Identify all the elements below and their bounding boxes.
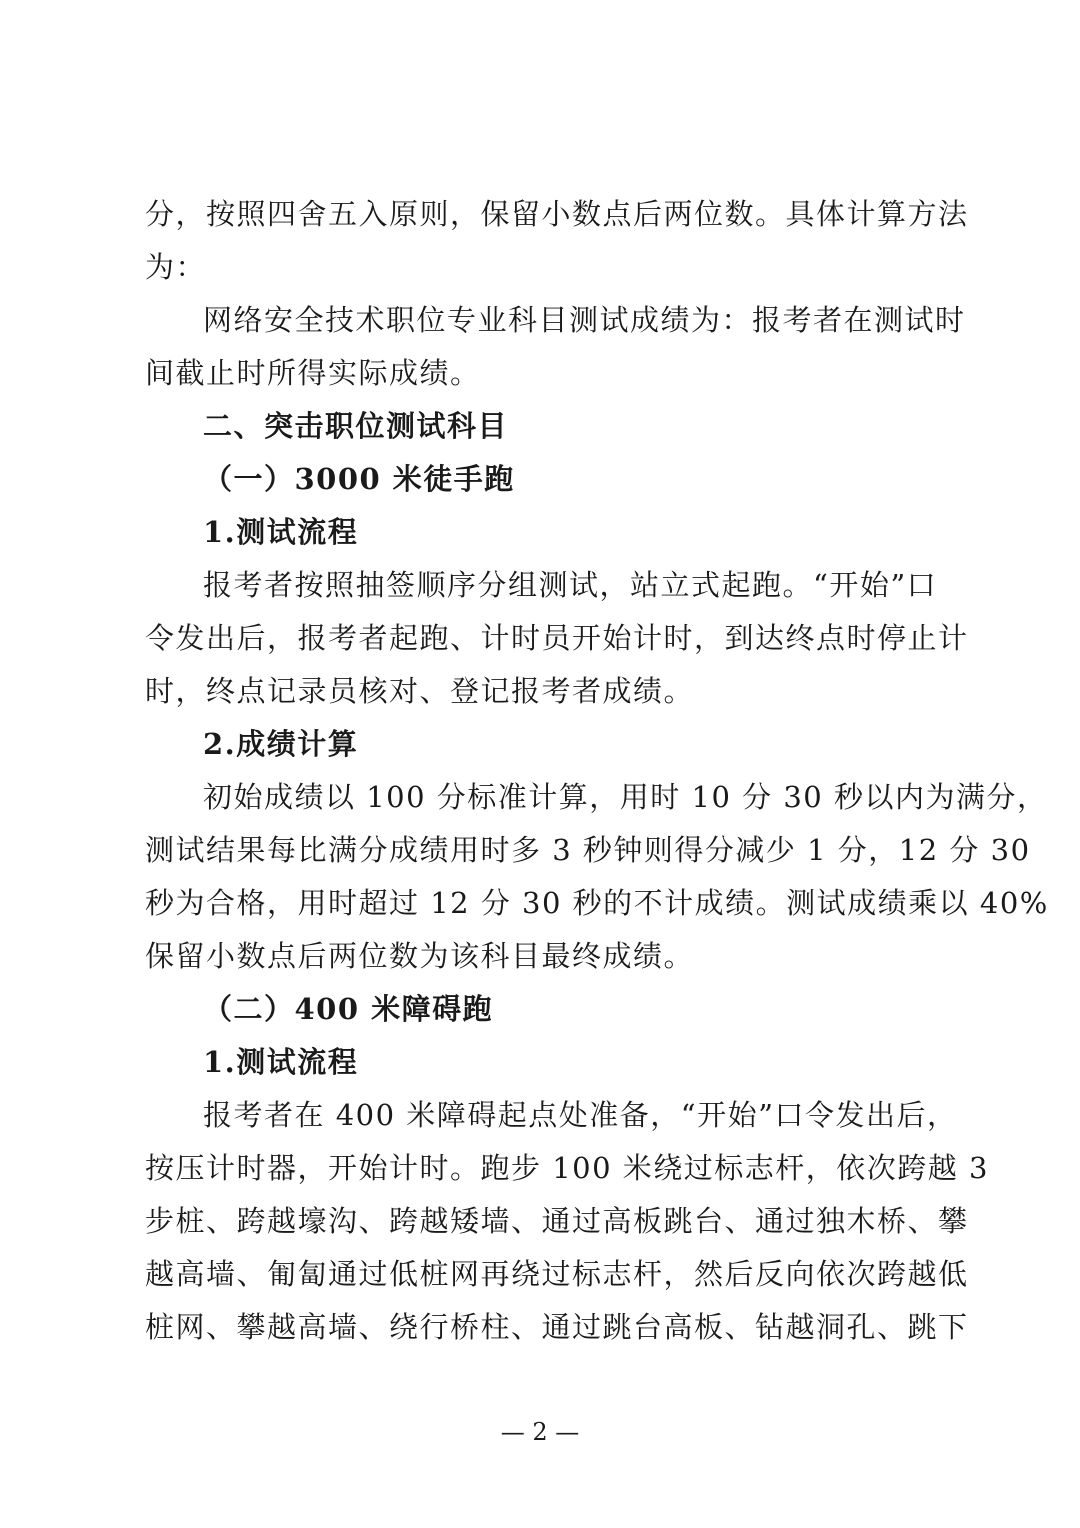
body-text-line: 秒为合格，用时超过 12 分 30 秒的不计成绩。测试成绩乘以 40%	[145, 886, 1049, 920]
document-body	[145, 188, 1049, 1354]
subsection-heading: （二）400 米障碍跑	[203, 992, 494, 1026]
body-text-line: 桩网、攀越高墙、绕行桥柱、通过跳台高板、钻越洞孔、跳下	[145, 1310, 969, 1344]
body-text-line: 网络安全技术职位专业科目测试成绩为：报考者在测试时	[203, 303, 966, 337]
body-text-line: 初始成绩以 100 分标准计算，用时 10 分 30 秒以内为满分，	[203, 780, 1048, 814]
body-text-line: 步桩、跨越壕沟、跨越矮墙、通过高板跳台、通过独木桥、攀	[145, 1204, 969, 1238]
body-text-line: 为：	[145, 250, 207, 284]
item-heading: 1.测试流程	[203, 515, 359, 549]
body-text-line: 按压计时器，开始计时。跑步 100 米绕过标志杆，依次跨越 3	[145, 1151, 989, 1185]
body-text-line: 分，按照四舍五入原则，保留小数点后两位数。具体计算方法	[145, 197, 969, 231]
body-text-line: 时，终点记录员核对、登记报考者成绩。	[145, 674, 695, 708]
item-heading: 1.测试流程	[203, 1045, 359, 1079]
body-text-line: 报考者按照抽签顺序分组测试，站立式起跑。“开始”口	[203, 568, 938, 602]
body-text-line: 测试结果每比满分成绩用时多 3 秒钟则得分减少 1 分，12 分 30	[145, 833, 1031, 867]
page-number: — 2 —	[500, 1418, 580, 1446]
item-heading: 2.成绩计算	[203, 727, 359, 761]
body-text-line: 越高墙、匍匐通过低桩网再绕过标志杆，然后反向依次跨越低	[145, 1257, 969, 1291]
section-heading: 二、突击职位测试科目	[203, 409, 509, 443]
body-text-line: 间截止时所得实际成绩。	[145, 356, 481, 390]
body-text-line: 报考者在 400 米障碍起点处准备，“开始”口令发出后，	[203, 1098, 958, 1132]
subsection-heading: （一）3000 米徒手跑	[203, 462, 515, 496]
body-text-line: 令发出后，报考者起跑、计时员开始计时，到达终点时停止计	[145, 621, 969, 655]
body-text-line: 保留小数点后两位数为该科目最终成绩。	[145, 939, 695, 973]
